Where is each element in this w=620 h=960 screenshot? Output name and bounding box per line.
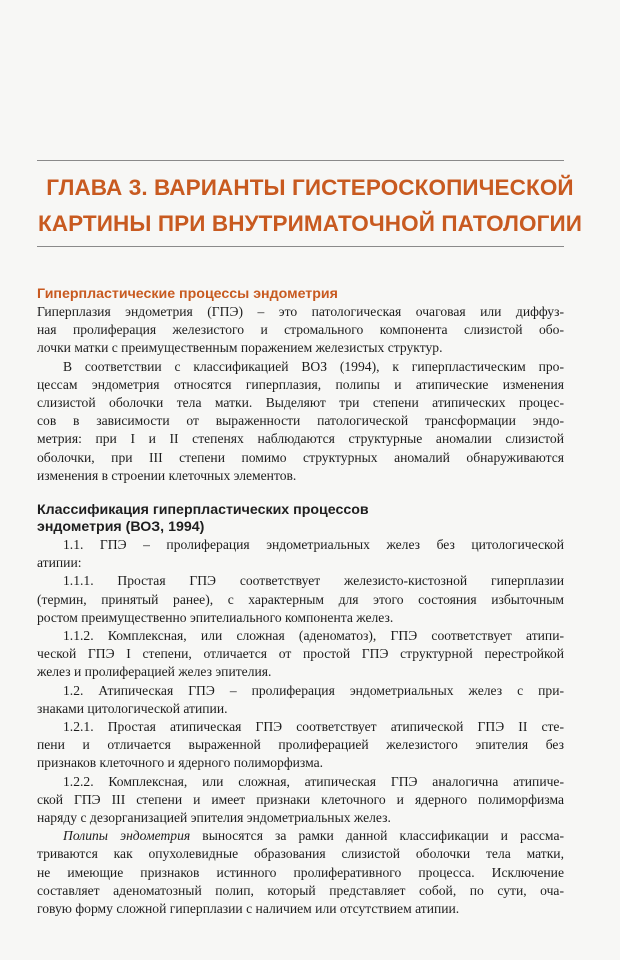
- paragraph: [37, 536, 564, 572]
- text-line: Гиперплазия эндометрия (ГПЭ) – это патологическая очаговая или диффуз-: [37, 304, 564, 319]
- text-line: не имеющие признаков истинного пролиферативного процесса. Исключение: [37, 864, 564, 880]
- text-line: оболочки, при III степени помимо структурных аномалий обнаруживаются: [37, 449, 564, 465]
- heading-line: Классификация гиперпластических процессов: [37, 502, 369, 519]
- chapter-title-line: КАРТИНЫ ПРИ ВНУТРИМАТОЧНОЙ ПАТОЛОГИИ: [37, 211, 583, 236]
- chapter-title-line: ГЛАВА 3. ВАРИАНТЫ ГИСТЕРОСКОПИЧЕСКОЙ: [46, 175, 574, 200]
- text-line: В соответствии с классификацией ВОЗ (1994), к гиперпластическим про-: [63, 358, 564, 374]
- text-line: 1.2.2. Комплексная, или сложная, атипическая ГПЭ аналогична атипиче-: [63, 773, 564, 789]
- section-heading: Гиперпластические процессы эндометрия: [37, 286, 338, 302]
- text-line: говую форму сложной гиперплазии с наличием или отсутствием атипии.: [37, 901, 460, 917]
- italic-term: Полипы эндометрия: [63, 828, 191, 844]
- text-line: метрия: при I и II степенях наблюдаются структурные аномалии слизистой: [37, 431, 564, 447]
- text-line: составляет аденоматозный полип, который представляет собой, по сути, оча-: [37, 882, 564, 898]
- text-line: (термин, принятый ранее), с характерным для этого состояния избыточным: [37, 591, 564, 607]
- text-line: 1.2. Атипическая ГПЭ – пролиферация эндометриальных желез с при-: [63, 682, 564, 698]
- text-line: желез и пролиферацией желез эпителия.: [37, 664, 272, 680]
- text-line: атипии:: [37, 555, 82, 571]
- polyps-paragraph: [37, 827, 564, 918]
- text-line: ростом преимущественно эпителиального компонента желез.: [37, 609, 394, 625]
- top-rule: [37, 160, 564, 161]
- paragraph: [37, 682, 564, 718]
- text-line: 1.1.1. Простая ГПЭ соответствует железисто-кистозной гиперплазии: [63, 573, 564, 589]
- text-line: ской ГПЭ III степени и имеет признаки клеточного и ядерного полиморфизма: [37, 791, 564, 807]
- text-line: слизистой оболочки тела матки. Выделяют три степени атипических процес-: [37, 395, 564, 411]
- paragraph: [37, 773, 564, 828]
- bottom-rule: [37, 246, 564, 247]
- text-fragment: выносятся за рамки данной классификации и рассма-: [190, 828, 564, 844]
- text-line: цессам эндометрия относятся гиперплазия, полипы и атипические изменения: [37, 376, 564, 392]
- text-line: сов в зависимости от выраженности патологической трансформации эндо-: [37, 413, 564, 429]
- text-line: [37, 827, 564, 845]
- heading-line: эндометрия (ВОЗ, 1994): [37, 519, 205, 536]
- paragraph: [37, 627, 564, 682]
- text-line: признаков клеточного и ядерного полиморфизма.: [37, 755, 324, 771]
- text-line: знаками цитологической атипии.: [37, 700, 228, 716]
- paragraph: [37, 303, 564, 358]
- text-line: 1.2.1. Простая атипическая ГПЭ соответствует атипической ГПЭ II сте-: [63, 719, 564, 735]
- paragraph: [37, 718, 564, 773]
- paragraph: [37, 358, 564, 485]
- text-line: ческой ГПЭ I степени, отличается от простой ГПЭ структурной перестройкой: [37, 646, 564, 662]
- paragraph: [37, 572, 564, 627]
- text-line: наряду с дезорганизацией эпителия эндометриальных желез.: [37, 810, 391, 826]
- text-line: ная пролиферация железистого и стромального компонента слизистой обо-: [37, 322, 564, 338]
- text-line: пени и отличается выраженной пролиферацией железистого эпителия без: [37, 737, 564, 753]
- classification-heading: [37, 502, 564, 536]
- text-line: триваются как опухолевидные образования слизистой оболочки тела матки,: [37, 846, 564, 862]
- main-content: [37, 286, 564, 918]
- text-line: 1.1.2. Комплексная, или сложная (аденоматоз), ГПЭ соответствует атипи-: [63, 628, 564, 644]
- text-line: изменения в строении клеточных элементов.: [37, 467, 297, 483]
- text-line: лочки матки с преимущественным поражением железистых структур.: [37, 340, 443, 356]
- text-line: 1.1. ГПЭ – пролиферация эндометриальных желез без цитологической: [63, 537, 564, 553]
- chapter-title: [20, 170, 600, 242]
